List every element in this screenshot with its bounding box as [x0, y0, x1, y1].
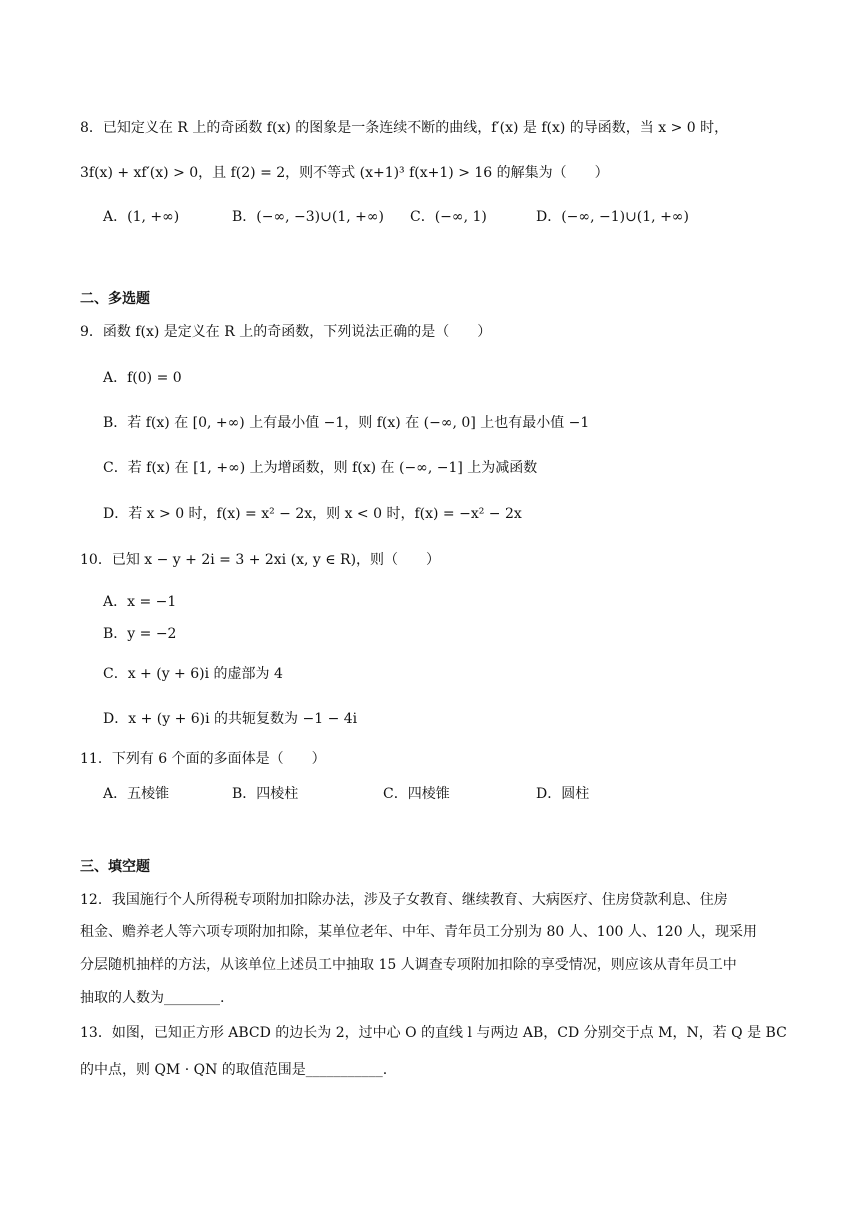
- q11-option-b: B．四棱柱: [232, 786, 299, 802]
- q9-option-d: D．若 x > 0 时，f(x) = x² − 2x，则 x < 0 时，f(x) = −x² − 2x: [103, 506, 522, 522]
- q11-option-c: C．四棱锥: [383, 786, 450, 802]
- q13-line-1: 13．如图，已知正方形 ABCD 的边长为 2，过中心 O 的直线 l 与两边 AB，CD 分别交于点 M，N，若 Q 是 BC: [80, 1025, 787, 1041]
- q12-line-1: 12．我国施行个人所得税专项附加扣除办法，涉及子女教育、继续教育、大病医疗、住房贷款利息、住房: [80, 892, 728, 908]
- q8-option-c: C．(−∞, 1): [410, 209, 487, 225]
- q10-option-a: A．x = −1: [103, 594, 177, 610]
- q9-option-c: C．若 f(x) 在 [1, +∞) 上为增函数，则 f(x) 在 (−∞, −1] 上为减函数: [103, 460, 538, 476]
- q9-option-a: A．f(0) = 0: [103, 370, 182, 386]
- q10-option-c: C．x + (y + 6)i 的虚部为 4: [103, 666, 283, 682]
- section-multiple-choice-title: 二、多选题: [80, 291, 150, 307]
- q11-option-a: A．五棱锥: [103, 786, 170, 802]
- q9-stem: 9．函数 f(x) 是定义在 R 上的奇函数，下列说法正确的是（ ）: [80, 324, 492, 340]
- q12-line-2: 租金、赡养老人等六项专项附加扣除，某单位老年、中年、青年员工分别为 80 人、100 人、120 人，现采用: [80, 924, 758, 940]
- q12-line-3: 分层随机抽样的方法，从该单位上述员工中抽取 15 人调查专项附加扣除的享受情况，则应该从青年员工中: [80, 957, 737, 973]
- q10-stem: 10．已知 x − y + 2i = 3 + 2xi (x, y ∈ R)，则（ ）: [80, 552, 441, 568]
- q9-option-b: B．若 f(x) 在 [0, +∞) 上有最小值 −1，则 f(x) 在 (−∞, 0] 上也有最小值 −1: [103, 415, 590, 431]
- q8-line-2: 3f(x) + xf′(x) > 0，且 f(2) = 2，则不等式 (x+1)³ f(x+1) > 16 的解集为（ ）: [80, 165, 609, 181]
- section-fill-in-title: 三、填空题: [80, 859, 150, 875]
- q11-stem: 11．下列有 6 个面的多面体是（ ）: [80, 751, 326, 767]
- q8-line-1: 8．已知定义在 R 上的奇函数 f(x) 的图象是一条连续不断的曲线，f′(x) 是 f(x) 的导函数，当 x > 0 时，: [80, 120, 729, 136]
- q10-option-b: B．y = −2: [103, 626, 177, 642]
- q11-option-d: D．圆柱: [536, 786, 590, 802]
- q8-option-b: B．(−∞, −3)∪(1, +∞): [232, 209, 384, 225]
- q8-option-d: D．(−∞, −1)∪(1, +∞): [536, 209, 689, 225]
- q10-option-d: D．x + (y + 6)i 的共轭复数为 −1 − 4i: [103, 711, 358, 727]
- q12-line-4: 抽取的人数为________.: [80, 990, 225, 1006]
- q13-line-2: 的中点，则 QM · QN 的取值范围是___________.: [80, 1062, 388, 1078]
- q8-option-a: A．(1, +∞): [103, 209, 180, 225]
